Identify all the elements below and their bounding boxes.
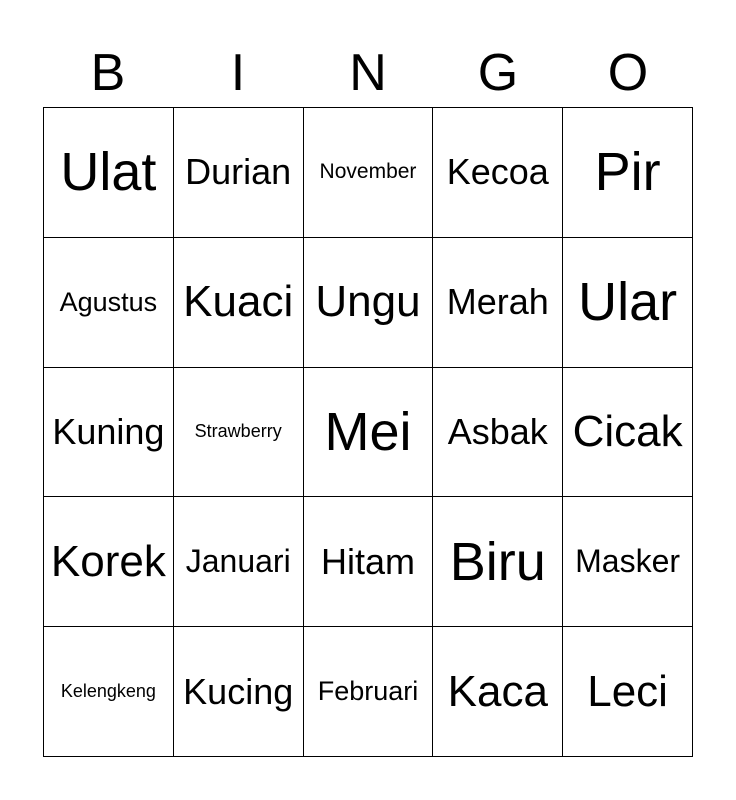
header-letter-g: G xyxy=(477,44,519,102)
bingo-cell[interactable]: Agustus xyxy=(44,238,174,368)
bingo-cell[interactable]: Kuning xyxy=(44,368,174,498)
bingo-header xyxy=(43,40,693,106)
bingo-cell[interactable]: Kelengkeng xyxy=(44,627,174,757)
bingo-cell[interactable]: Durian xyxy=(174,108,304,238)
header-letter-i: I xyxy=(230,44,246,102)
bingo-cell[interactable]: Merah xyxy=(433,238,563,368)
header-letter-b: B xyxy=(90,44,126,102)
header-letter-o: O xyxy=(607,44,649,102)
bingo-cell[interactable]: Leci xyxy=(563,627,693,757)
bingo-cell[interactable]: Pir xyxy=(563,108,693,238)
bingo-cell[interactable]: Kecoa xyxy=(433,108,563,238)
bingo-cell[interactable]: Ulat xyxy=(44,108,174,238)
bingo-cell[interactable]: November xyxy=(304,108,434,238)
bingo-cell[interactable]: Kaca xyxy=(433,627,563,757)
bingo-cell[interactable]: Hitam xyxy=(304,497,434,627)
bingo-cell[interactable]: Biru xyxy=(433,497,563,627)
bingo-cell[interactable]: Cicak xyxy=(563,368,693,498)
bingo-cell[interactable]: Kuaci xyxy=(174,238,304,368)
header-letter-n: N xyxy=(349,44,387,102)
bingo-cell[interactable]: Februari xyxy=(304,627,434,757)
bingo-cell[interactable]: Kucing xyxy=(174,627,304,757)
bingo-cell[interactable]: Ular xyxy=(563,238,693,368)
bingo-cell[interactable]: Ungu xyxy=(304,238,434,368)
bingo-cell[interactable]: Asbak xyxy=(433,368,563,498)
bingo-cell[interactable]: Januari xyxy=(174,497,304,627)
bingo-cell[interactable]: Korek xyxy=(44,497,174,627)
bingo-card-grid xyxy=(43,107,693,757)
bingo-cell[interactable]: Mei xyxy=(304,368,434,498)
bingo-cell[interactable]: Strawberry xyxy=(174,368,304,498)
bingo-cell[interactable]: Masker xyxy=(563,497,693,627)
